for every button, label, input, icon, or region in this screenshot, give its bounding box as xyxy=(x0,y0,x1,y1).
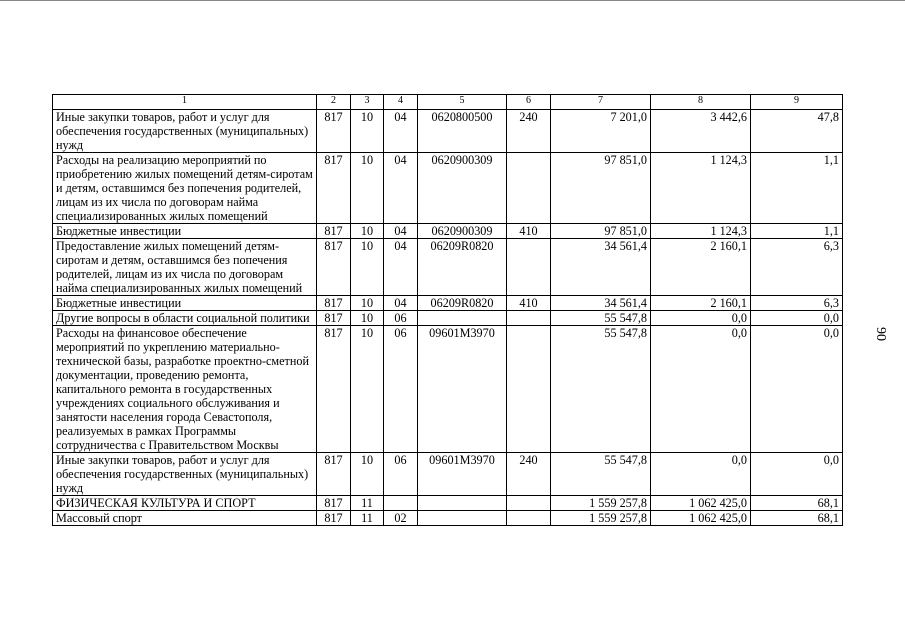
row-percent: 6,3 xyxy=(751,239,843,296)
row-value-7: 34 561,4 xyxy=(551,296,651,311)
row-target-article: 09601М3970 xyxy=(418,326,507,453)
row-name: Бюджетные инвестиции xyxy=(53,224,317,239)
row-expense-type xyxy=(507,239,551,296)
row-section: 10 xyxy=(351,453,384,496)
row-name: Бюджетные инвестиции xyxy=(53,296,317,311)
row-value-8: 3 442,6 xyxy=(651,110,751,153)
row-section: 10 xyxy=(351,296,384,311)
row-ministry-code: 817 xyxy=(317,326,351,453)
row-value-8: 0,0 xyxy=(651,311,751,326)
header-row xyxy=(53,95,843,110)
row-target-article: 0620800500 xyxy=(418,110,507,153)
row-value-7: 97 851,0 xyxy=(551,224,651,239)
row-percent: 68,1 xyxy=(751,496,843,511)
col-header-3: 3 xyxy=(351,95,384,110)
row-ministry-code: 817 xyxy=(317,153,351,224)
row-subsection: 04 xyxy=(384,110,418,153)
col-header-4: 4 xyxy=(384,95,418,110)
row-section: 10 xyxy=(351,110,384,153)
row-name: Иные закупки товаров, работ и услуг для обеспечения государственных (муниципальных) нужд xyxy=(53,453,317,496)
row-value-8: 1 124,3 xyxy=(651,224,751,239)
table-row xyxy=(53,311,843,326)
row-value-7: 55 547,8 xyxy=(551,311,651,326)
row-percent: 0,0 xyxy=(751,311,843,326)
row-value-8: 2 160,1 xyxy=(651,239,751,296)
row-value-7: 1 559 257,8 xyxy=(551,511,651,526)
row-section: 10 xyxy=(351,326,384,453)
row-name: Расходы на финансовое обеспечение мероприятий по укреплению материально-технической базы, разработке проектно-сметной документации, проведению ремонта, капитального ремонта в государственных учреждениях социального обслуживания и занятости населения города Севастополя, реализуемых в рамках Программы сотрудничества с Правительством Москвы xyxy=(53,326,317,453)
row-subsection: 04 xyxy=(384,239,418,296)
row-target-article: 0620900309 xyxy=(418,153,507,224)
row-expense-type: 410 xyxy=(507,296,551,311)
row-expense-type: 240 xyxy=(507,110,551,153)
row-value-7: 55 547,8 xyxy=(551,453,651,496)
budget-table xyxy=(52,94,843,526)
table-row xyxy=(53,296,843,311)
row-value-7: 7 201,0 xyxy=(551,110,651,153)
row-ministry-code: 817 xyxy=(317,239,351,296)
row-name: Массовый спорт xyxy=(53,511,317,526)
row-subsection xyxy=(384,496,418,511)
page-number: 90 xyxy=(873,327,888,341)
row-target-article: 06209R0820 xyxy=(418,296,507,311)
col-header-6: 6 xyxy=(507,95,551,110)
row-value-8: 0,0 xyxy=(651,326,751,453)
row-section: 10 xyxy=(351,311,384,326)
row-subsection: 02 xyxy=(384,511,418,526)
row-target-article: 0620900309 xyxy=(418,224,507,239)
col-header-2: 2 xyxy=(317,95,351,110)
row-ministry-code: 817 xyxy=(317,496,351,511)
row-expense-type: 240 xyxy=(507,453,551,496)
table-row xyxy=(53,224,843,239)
row-value-7: 34 561,4 xyxy=(551,239,651,296)
row-percent: 1,1 xyxy=(751,153,843,224)
col-header-8: 8 xyxy=(651,95,751,110)
row-expense-type xyxy=(507,496,551,511)
page-top-border xyxy=(0,0,905,1)
row-target-article: 09601М3970 xyxy=(418,453,507,496)
row-ministry-code: 817 xyxy=(317,511,351,526)
table-row xyxy=(53,496,843,511)
row-value-8: 1 062 425,0 xyxy=(651,496,751,511)
row-name: Расходы на реализацию мероприятий по приобретению жилых помещений детям-сиротам и детям, оставшимся без попечения родителей, лицам из их числа по договорам найма специализированных жилых помещений xyxy=(53,153,317,224)
row-expense-type xyxy=(507,326,551,453)
row-subsection: 06 xyxy=(384,453,418,496)
row-ministry-code: 817 xyxy=(317,110,351,153)
row-name: Иные закупки товаров, работ и услуг для обеспечения государственных (муниципальных) нужд xyxy=(53,110,317,153)
row-subsection: 06 xyxy=(384,326,418,453)
row-expense-type xyxy=(507,311,551,326)
row-percent: 0,0 xyxy=(751,326,843,453)
row-value-8: 1 062 425,0 xyxy=(651,511,751,526)
table-row xyxy=(53,326,843,453)
row-percent: 6,3 xyxy=(751,296,843,311)
table-row xyxy=(53,511,843,526)
col-header-5: 5 xyxy=(418,95,507,110)
row-value-8: 0,0 xyxy=(651,453,751,496)
row-section: 10 xyxy=(351,153,384,224)
row-value-8: 1 124,3 xyxy=(651,153,751,224)
row-subsection: 04 xyxy=(384,224,418,239)
row-name: Предоставление жилых помещений детям-сиротам и детям, оставшимся без попечения родителей, лицам из их числа по договорам найма специализированных жилых помещений xyxy=(53,239,317,296)
col-header-9: 9 xyxy=(751,95,843,110)
row-subsection: 04 xyxy=(384,153,418,224)
col-header-1: 1 xyxy=(53,95,317,110)
table-row xyxy=(53,110,843,153)
row-name: ФИЗИЧЕСКАЯ КУЛЬТУРА И СПОРТ xyxy=(53,496,317,511)
row-target-article xyxy=(418,496,507,511)
row-target-article: 06209R0820 xyxy=(418,239,507,296)
row-ministry-code: 817 xyxy=(317,311,351,326)
row-percent: 47,8 xyxy=(751,110,843,153)
table-row xyxy=(53,153,843,224)
row-target-article xyxy=(418,311,507,326)
col-header-7: 7 xyxy=(551,95,651,110)
row-ministry-code: 817 xyxy=(317,296,351,311)
row-percent: 68,1 xyxy=(751,511,843,526)
row-ministry-code: 817 xyxy=(317,453,351,496)
row-expense-type: 410 xyxy=(507,224,551,239)
row-target-article xyxy=(418,511,507,526)
row-subsection: 06 xyxy=(384,311,418,326)
row-percent: 1,1 xyxy=(751,224,843,239)
row-ministry-code: 817 xyxy=(317,224,351,239)
row-name: Другие вопросы в области социальной политики xyxy=(53,311,317,326)
row-section: 10 xyxy=(351,239,384,296)
row-percent: 0,0 xyxy=(751,453,843,496)
row-subsection: 04 xyxy=(384,296,418,311)
row-value-7: 1 559 257,8 xyxy=(551,496,651,511)
row-section: 10 xyxy=(351,224,384,239)
row-section: 11 xyxy=(351,511,384,526)
table-row xyxy=(53,453,843,496)
row-expense-type xyxy=(507,153,551,224)
row-section: 11 xyxy=(351,496,384,511)
row-value-7: 97 851,0 xyxy=(551,153,651,224)
row-expense-type xyxy=(507,511,551,526)
row-value-8: 2 160,1 xyxy=(651,296,751,311)
row-value-7: 55 547,8 xyxy=(551,326,651,453)
table-row xyxy=(53,239,843,296)
